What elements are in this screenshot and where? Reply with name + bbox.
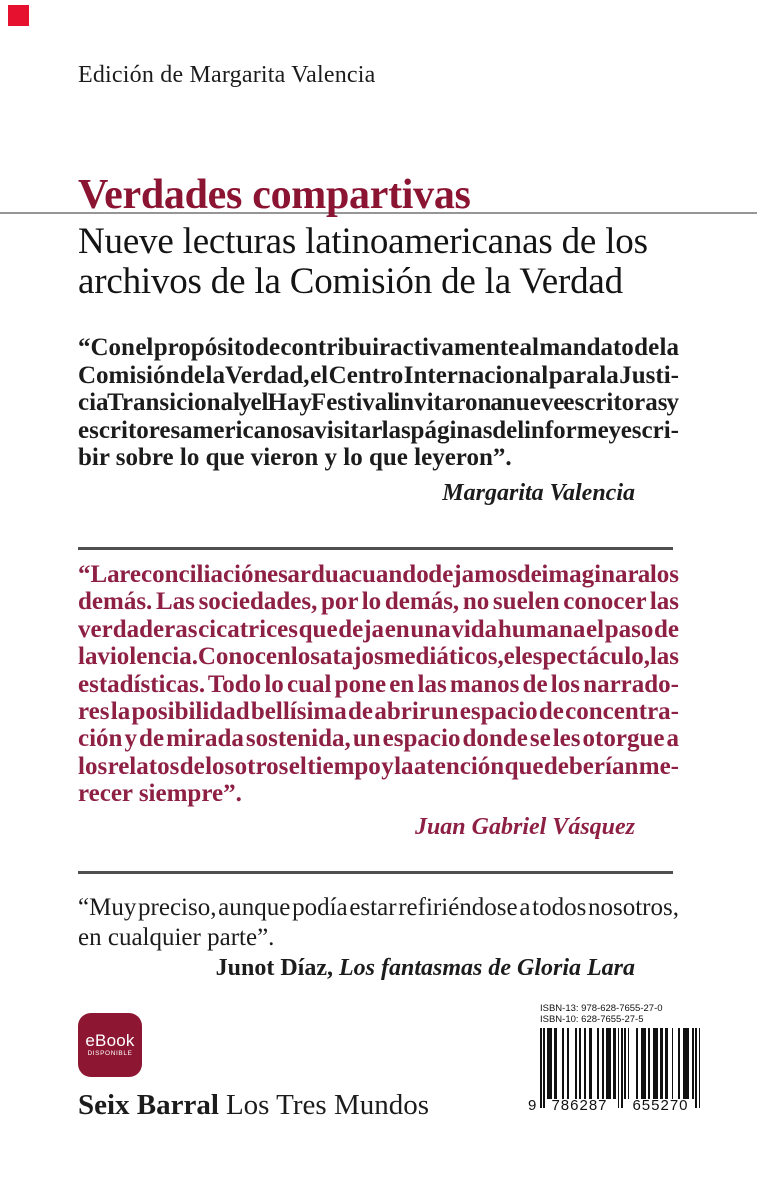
section-divider [78,547,673,550]
ebook-badge-subtitle: DISPONIBLE [87,1050,133,1057]
text-line: recer siempre”. [78,780,242,808]
text-line: escritores americanos a visitar las páginas del informe y escri- [78,416,680,444]
quote-vasquez [78,561,679,808]
book-title: Verdades compartivas [78,172,471,218]
edition-note: Edición de Margarita Valencia [78,62,376,88]
attribution-juan-gabriel-vasquez: Juan Gabriel Vásquez [414,814,635,840]
barcode-digit-group-right: 655270 [632,1097,689,1114]
attribution-author-name: Junot Díaz, [215,955,333,981]
collection-name: Los Tres Mundos [225,1089,430,1121]
text-line: archivos de la Comisión de la Verdad [78,260,623,302]
quote-diaz [78,893,679,952]
section-divider [78,871,673,874]
barcode-digit-group-left: 786287 [551,1097,608,1114]
text-line: “Muy preciso, aunque podía estar refiriéndose a todos nosotros, [78,894,679,921]
text-line: Nueve lecturas latinoamericanas de los [78,221,648,262]
corner-marker [8,5,29,26]
ebook-badge-title: eBook [85,1031,135,1050]
text-line: ción y de mirada sostenida, un espacio donde se les otorgue a [78,725,679,753]
text-line: demás. Las sociedades, por lo demás, no suelen conocer las [78,588,679,616]
text-line: verdaderas cicatrices que deja en una vida humana el paso de [78,615,679,643]
publisher-line [78,1090,429,1121]
barcode-digit-lead: 9 [528,1097,537,1114]
attribution-margarita-valencia: Margarita Valencia [442,480,635,506]
text-line: bir sobre lo que vieron y lo que leyeron”. [78,444,512,471]
text-line: estadísticas. Todo lo cual pone en las manos de los narrado- [78,670,679,698]
barcode-bars [540,1028,708,1108]
barcode-block [528,1004,708,1114]
barcode-digits [528,1098,701,1114]
isbn13-label: ISBN-13: 978-628-7655-27-0 [540,1003,663,1014]
text-line: en cualquier parte”. [78,923,275,951]
text-line: Comisión de la Verdad, el Centro Internacional para la Justi- [78,361,680,389]
attribution-work-title: Los fantasmas de Gloria Lara [338,955,635,981]
text-line: cia Transicional y el Hay Festival invitaron a nueve escritoras y [78,389,679,416]
quote-editor [78,334,679,472]
barcode-module [699,1028,701,1108]
book-subtitle [78,222,698,301]
text-line: los relatos de los otros el tiempo y la atención que deberían me- [78,752,679,780]
text-line: “Con el propósito de contribuir activamente al mandato de la [78,334,679,361]
text-line: la violencia. Conocen los atajos mediáticos, el espectáculo, las [78,643,679,671]
text-line: “La reconciliación es ardua cuando dejamos de imaginar a los [78,561,679,588]
isbn10-label: ISBN-10: 628-7655-27-5 [540,1013,644,1025]
ebook-badge [78,1013,142,1077]
text-line: res la posibilidad bellísima de abrir un espacio de concentra- [78,698,679,726]
attribution-junot-diaz [78,955,679,982]
publisher-name: Seix Barral [78,1089,219,1121]
